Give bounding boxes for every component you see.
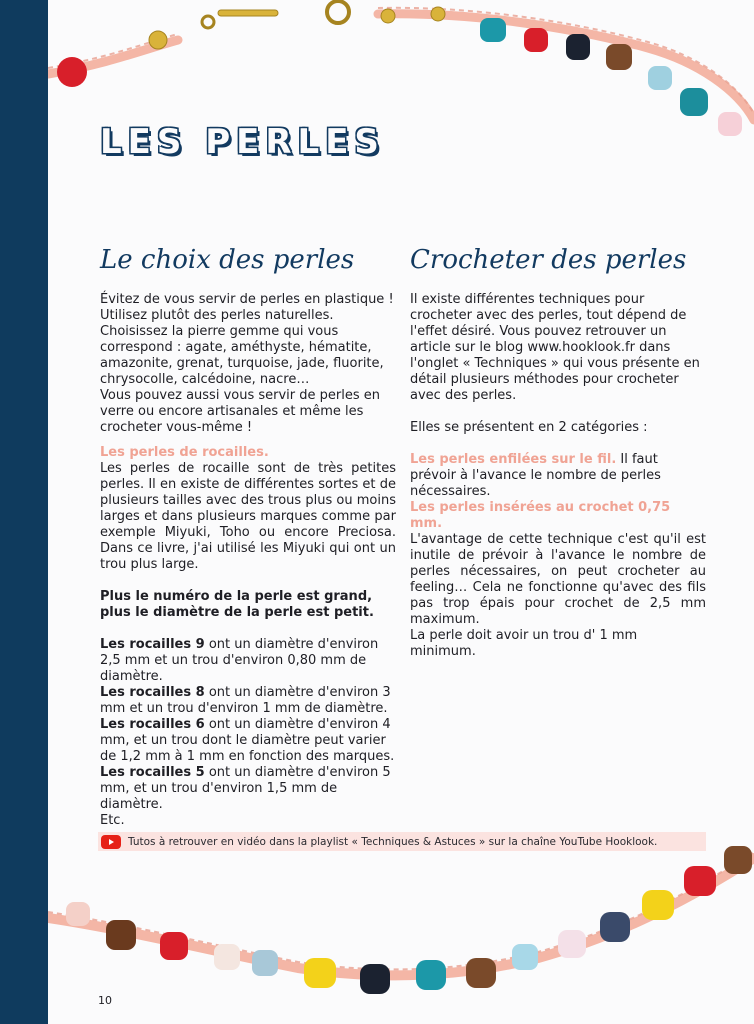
intro-paragraph: Évitez de vous servir de perles en plastique ! Utilisez plutôt des perles naturelles. Choisissez la pierre gemme qui vous correspond : agate, améthyste, hématite, amazonite, grenat, turquoise, jade, fluorite, chrysocolle, calcédoine, nacre…	[100, 292, 394, 387]
categories-intro: Elles se présentent en 2 catégories :	[410, 420, 648, 435]
intro-paragraph-2: Vous pouvez aussi vous servir de perles en verre ou encore artisanales et même les crocheter vous-même !	[100, 388, 380, 435]
category-2-text: L'avantage de cette technique c'est qu'il est inutile de prévoir à l'avance le nombre de perles nécessaires, on peut crocheter au feeling… Cela ne fonctionne qu'avec des fils pas trop épais pour crochet de 2,5 mm maximum.	[410, 532, 706, 627]
youtube-note	[98, 832, 706, 851]
size-text: ont un diamètre d'environ 2,5 mm et un trou d'environ 0,80 mm de diamètre.	[100, 637, 379, 684]
size-text: ont un diamètre d'environ 4 mm, et un trou dont le diamètre peut varier de 1,2 mm à 1 mm en fonction des marques.	[100, 717, 395, 764]
youtube-icon	[101, 835, 121, 849]
sizes-list	[100, 637, 396, 829]
size-name: Les rocailles 5	[100, 765, 205, 780]
section-heading-crochet: Crocheter des perles	[410, 245, 687, 275]
page-number: 10	[98, 994, 112, 1007]
size-text: ont un diamètre d'environ 3 mm et un trou d'environ 1 mm de diamètre.	[100, 685, 391, 716]
rocailles-title: Les perles de rocailles.	[100, 445, 269, 460]
crochet-intro: Il existe différentes techniques pour crocheter avec des perles, tout dépend de l'effet désiré. Vous pouvez retrouver un article sur le blog www.hooklook.fr dans l'onglet « Techniques » qui vous présente en détail plusieurs méthodes pour crocheter avec des perles.	[410, 292, 700, 403]
size-name: Les rocailles 9	[100, 637, 205, 652]
size-rule: Plus le numéro de la perle est grand, plus le diamètre de la perle est petit.	[100, 589, 374, 620]
size-name: Les rocailles 6	[100, 717, 205, 732]
size-item-6	[100, 717, 396, 765]
section-heading-choice: Le choix des perles	[100, 245, 355, 275]
left-column	[100, 240, 396, 829]
etc-text: Etc.	[100, 813, 125, 828]
category-1	[410, 452, 706, 500]
size-text: ont un diamètre d'environ 5 mm, et un trou d'environ 1,5 mm de diamètre.	[100, 765, 391, 812]
category-2-title: Les perles insérées au crochet 0,75 mm.	[410, 500, 671, 531]
size-item-5	[100, 765, 396, 813]
size-item-9	[100, 637, 396, 685]
category-1-text: Il faut prévoir à l'avance le nombre de perles nécessaires.	[410, 452, 661, 499]
category-2-text-2: La perle doit avoir un trou d' 1 mm minimum.	[410, 628, 638, 659]
right-column	[410, 240, 706, 660]
rocailles-paragraph: Les perles de rocaille sont de très petites perles. Il en existe de différentes sortes et de plusieurs tailles avec des trous plus ou moins larges et dans plusieurs marques comme par exemple Miyuki, Toho ou encore Preciosa. Dans ce livre, j'ai utilisé les Miyuki qui ont un trou plus large.	[100, 461, 396, 572]
side-band	[0, 0, 48, 1024]
size-item-8	[100, 685, 396, 717]
size-name: Les rocailles 8	[100, 685, 205, 700]
page-title: LES PERLES	[100, 122, 385, 162]
youtube-note-text: Tutos à retrouver en vidéo dans la playlist « Techniques & Astuces » sur la chaîne YouTube Hooklook.	[128, 835, 658, 848]
category-1-title: Les perles enfilées sur le fil.	[410, 452, 617, 467]
